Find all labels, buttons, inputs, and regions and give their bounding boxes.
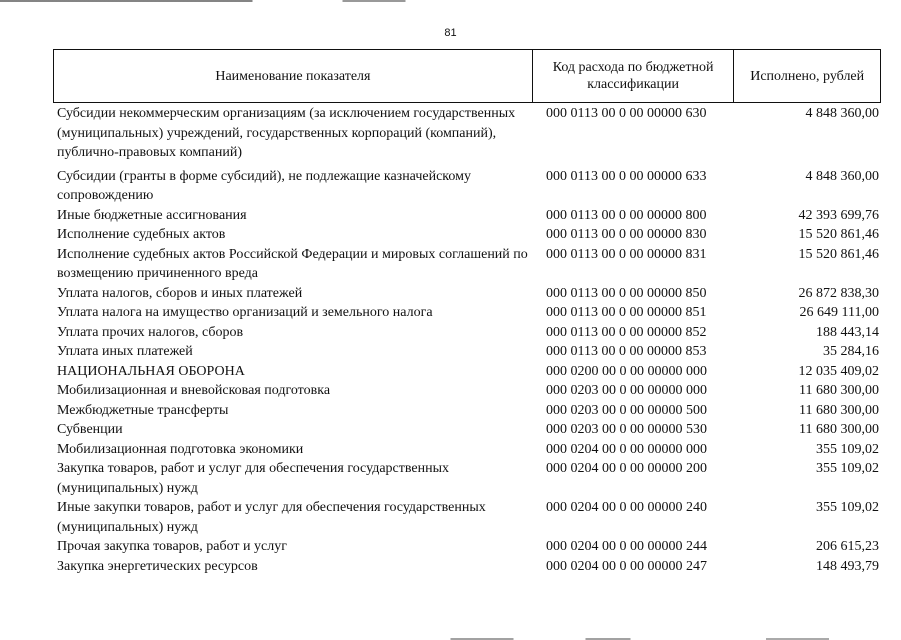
table-row <box>53 362 881 382</box>
row-name: Прочая закупка товаров, работ и услуг <box>57 539 287 554</box>
table-row <box>53 245 881 284</box>
row-name: Закупка товаров, работ и услуг для обеспечения государственных (муниципальных) нужд <box>57 461 450 496</box>
row-code: 000 0204 00 0 00 00000 000 <box>546 441 707 457</box>
row-code: 000 0203 00 0 00 00000 500 <box>546 402 707 418</box>
budget-table <box>53 49 881 576</box>
row-name: Межбюджетные трансферты <box>57 402 229 418</box>
row-name: Иные бюджетные ассигнования <box>57 207 247 223</box>
row-name: Мобилизационная и вневойсковая подготовка <box>57 383 331 398</box>
header-name: Наименование показателя <box>54 50 533 102</box>
row-name: Уплата прочих налогов, сборов <box>57 324 244 340</box>
row-amount: 42 393 699,76 <box>798 207 879 223</box>
header-amount: Исполнено, рублей <box>750 68 865 84</box>
row-code: 000 0113 00 0 00 00000 630 <box>546 106 707 121</box>
row-amount: 35 284,16 <box>823 344 879 359</box>
table-row <box>53 284 881 304</box>
row-amount: 148 493,79 <box>816 558 879 574</box>
row-code: 000 0113 00 0 00 00000 831 <box>546 246 707 262</box>
row-amount: 12 035 409,02 <box>798 363 879 379</box>
row-amount: 188 443,14 <box>816 324 879 340</box>
table-row <box>53 381 881 401</box>
table-row <box>53 401 881 421</box>
row-code: 000 0113 00 0 00 00000 851 <box>546 305 707 320</box>
row-amount: 15 520 861,46 <box>798 227 879 242</box>
row-amount: 355 109,02 <box>816 500 879 515</box>
row-code: 000 0113 00 0 00 00000 800 <box>546 207 707 223</box>
table-row <box>53 342 881 362</box>
row-amount: 206 615,23 <box>816 539 879 554</box>
row-code: 000 0113 00 0 00 00000 830 <box>546 227 707 242</box>
table-row <box>53 557 881 577</box>
row-name: Уплата налога на имущество организаций и земельного налога <box>57 305 433 320</box>
table-row <box>53 498 881 537</box>
row-code: 000 0204 00 0 00 00000 244 <box>546 539 707 554</box>
row-name: Уплата налогов, сборов и иных платежей <box>57 285 303 301</box>
row-amount: 11 680 300,00 <box>799 383 879 398</box>
row-code: 000 0113 00 0 00 00000 852 <box>546 324 707 340</box>
table-row <box>53 459 881 498</box>
row-amount: 15 520 861,46 <box>798 246 879 262</box>
row-code: 000 0113 00 0 00 00000 633 <box>546 168 707 184</box>
scan-edge-top <box>0 0 901 2</box>
row-amount: 11 680 300,00 <box>799 422 879 437</box>
row-amount: 4 848 360,00 <box>805 168 879 184</box>
row-amount: 355 109,02 <box>816 461 879 476</box>
row-code: 000 0204 00 0 00 00000 240 <box>546 500 707 515</box>
row-code: 000 0200 00 0 00 00000 000 <box>546 363 707 379</box>
row-code: 000 0203 00 0 00 00000 000 <box>546 383 707 398</box>
row-amount: 26 872 838,30 <box>798 285 879 301</box>
row-name: Мобилизационная подготовка экономики <box>57 441 304 457</box>
row-name: Исполнение судебных актов Российской Федерации и мировых соглашений по возмещению причиненного вреда <box>57 246 528 281</box>
row-amount: 11 680 300,00 <box>799 402 879 418</box>
row-name: Субсидии некоммерческим организациям (за исключением государственных (муниципальных) учреждений, государственных корпораций (компаний), публично-правовых компаний) <box>57 106 516 160</box>
row-name: НАЦИОНАЛЬНАЯ ОБОРОНА <box>57 363 245 379</box>
row-name: Закупка энергетических ресурсов <box>57 558 258 574</box>
row-amount: 26 649 111,00 <box>799 305 879 320</box>
row-amount: 355 109,02 <box>816 441 879 457</box>
table-header <box>53 49 881 103</box>
table-body <box>53 104 881 576</box>
row-name: Субвенции <box>57 422 123 437</box>
row-name: Уплата иных платежей <box>57 344 193 359</box>
row-code: 000 0203 00 0 00 00000 530 <box>546 422 707 437</box>
row-name: Исполнение судебных актов <box>57 227 226 242</box>
table-row <box>53 225 881 245</box>
header-code: Код расхода по бюджетной классификации <box>533 50 735 102</box>
table-row <box>53 206 881 226</box>
table-row <box>53 104 881 163</box>
page-number: 81 <box>444 27 457 39</box>
row-code: 000 0204 00 0 00 00000 200 <box>546 461 707 476</box>
row-code: 000 0113 00 0 00 00000 853 <box>546 344 707 359</box>
row-code: 000 0204 00 0 00 00000 247 <box>546 558 707 574</box>
row-name: Иные закупки товаров, работ и услуг для обеспечения государственных (муниципальных) нужд <box>57 500 486 535</box>
row-amount: 4 848 360,00 <box>805 106 879 121</box>
row-name: Субсидии (гранты в форме субсидий), не подлежащие казначейскому сопровождению <box>57 168 471 203</box>
table-row <box>53 167 881 206</box>
table-row <box>53 420 881 440</box>
table-row <box>53 323 881 343</box>
table-row <box>53 303 881 323</box>
row-code: 000 0113 00 0 00 00000 850 <box>546 285 707 301</box>
table-row <box>53 440 881 460</box>
table-row <box>53 537 881 557</box>
